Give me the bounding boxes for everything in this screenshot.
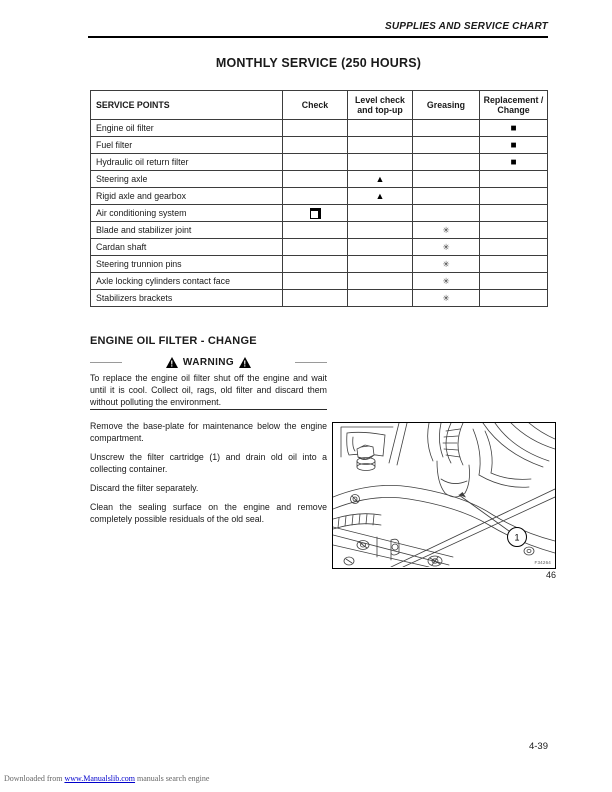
table-header-row <box>91 91 548 120</box>
service-point-label: Air conditioning system <box>91 205 283 222</box>
running-header: SUPPLIES AND SERVICE CHART <box>384 21 548 32</box>
replacement-symbol: ■ <box>510 156 517 168</box>
greasing-symbol: ✳ <box>442 225 450 235</box>
table-cell-replacement <box>480 205 548 222</box>
service-point-label: Axle locking cylinders contact face <box>91 273 283 290</box>
table-cell-greasing <box>413 120 480 137</box>
table-cell-check <box>283 137 348 154</box>
page-title: MONTHLY SERVICE (250 HOURS) <box>215 56 422 70</box>
table-cell-level <box>348 273 413 290</box>
table-row <box>91 205 548 222</box>
body-paragraphs <box>90 420 327 532</box>
table-cell-level <box>348 290 413 307</box>
column-header-replacement: Replacement / Change <box>480 91 548 120</box>
body-paragraph: Unscrew the filter cartridge (1) and drain old oil into a collecting container. <box>90 452 327 474</box>
figure-code: F34264 <box>534 560 551 565</box>
greasing-symbol: ✳ <box>442 259 450 269</box>
service-point-label: Blade and stabilizer joint <box>91 222 283 239</box>
table-cell-check <box>283 205 348 222</box>
svg-text:!: ! <box>243 358 247 368</box>
table-cell-check <box>283 239 348 256</box>
table-cell-greasing <box>413 205 480 222</box>
table-cell-greasing <box>413 273 480 290</box>
warning-text: To replace the engine oil filter shut off the engine and wait until it is cool. Collect oil, rags, old filter and discard them without polluting the environment. <box>90 373 327 407</box>
service-point-label: Hydraulic oil return filter <box>91 154 283 171</box>
column-header-check: Check <box>283 91 348 120</box>
table-cell-greasing <box>413 222 480 239</box>
warning-label: WARNING <box>182 357 235 368</box>
table-cell-greasing <box>413 171 480 188</box>
svg-text:!: ! <box>170 358 174 368</box>
warning-triangle-icon <box>166 357 178 368</box>
header-rule <box>88 36 548 38</box>
service-point-label: Cardan shaft <box>91 239 283 256</box>
warning-rule-left <box>90 362 122 363</box>
body-paragraph: Clean the sealing surface on the engine and remove completely possible residuals of the old seal. <box>90 502 327 524</box>
replacement-symbol: ■ <box>510 122 517 134</box>
table-cell-replacement <box>480 137 548 154</box>
manualslib-footer <box>4 774 209 783</box>
service-point-label: Rigid axle and gearbox <box>91 188 283 205</box>
section-heading: ENGINE OIL FILTER - CHANGE <box>90 335 257 347</box>
greasing-symbol: ✳ <box>442 293 450 303</box>
table-row <box>91 256 548 273</box>
footer-suffix: manuals search engine <box>137 774 210 783</box>
column-header-service-points: SERVICE POINTS <box>91 91 283 120</box>
table-cell-check <box>283 222 348 239</box>
level-check-symbol: ▲ <box>375 191 385 201</box>
table-cell-level <box>348 137 413 154</box>
footer-prefix: Downloaded from <box>4 774 63 783</box>
table-cell-level <box>348 188 413 205</box>
table-row <box>91 273 548 290</box>
body-paragraph: Remove the base-plate for maintenance below the engine compartment. <box>90 421 327 443</box>
table-row <box>91 154 548 171</box>
table-cell-replacement <box>480 188 548 205</box>
page-number: 4-39 <box>528 741 548 752</box>
service-point-label: Fuel filter <box>91 137 283 154</box>
table-cell-check <box>283 188 348 205</box>
table-cell-check <box>283 273 348 290</box>
figure-oil-filter <box>332 422 556 569</box>
warning-triangle-icon <box>239 357 251 368</box>
table-cell-level <box>348 171 413 188</box>
callout-1-label: 1 <box>514 532 520 543</box>
table-cell-level <box>348 154 413 171</box>
table-cell-level <box>348 222 413 239</box>
service-table-body <box>91 120 548 307</box>
table-cell-check <box>283 120 348 137</box>
table-cell-greasing <box>413 137 480 154</box>
table-cell-replacement <box>480 120 548 137</box>
table-row <box>91 290 548 307</box>
service-point-label: Steering axle <box>91 171 283 188</box>
column-header-level-check: Level check and top-up <box>348 91 413 120</box>
warning-rule-right <box>295 362 327 363</box>
table-row <box>91 120 548 137</box>
level-check-symbol: ▲ <box>375 174 385 184</box>
column-header-greasing: Greasing <box>413 91 480 120</box>
warning-end-rule <box>90 409 327 410</box>
table-cell-check <box>283 171 348 188</box>
table-row <box>91 137 548 154</box>
table-cell-level <box>348 256 413 273</box>
table-cell-replacement <box>480 222 548 239</box>
check-symbol <box>310 208 321 219</box>
table-row <box>91 222 548 239</box>
greasing-symbol: ✳ <box>442 242 450 252</box>
body-paragraph: Discard the filter separately. <box>90 483 199 493</box>
table-cell-level <box>348 205 413 222</box>
replacement-symbol: ■ <box>510 139 517 151</box>
table-cell-replacement <box>480 154 548 171</box>
table-cell-check <box>283 256 348 273</box>
table-cell-replacement <box>480 239 548 256</box>
service-point-label: Engine oil filter <box>91 120 283 137</box>
table-cell-level <box>348 239 413 256</box>
table-cell-replacement <box>480 256 548 273</box>
table-cell-replacement <box>480 290 548 307</box>
table-row <box>91 188 548 205</box>
table-cell-greasing <box>413 154 480 171</box>
warning-title-row <box>90 357 327 368</box>
table-row <box>91 239 548 256</box>
table-cell-level <box>348 120 413 137</box>
table-row <box>91 171 548 188</box>
service-point-label: Steering trunnion pins <box>91 256 283 273</box>
service-table <box>90 90 548 307</box>
table-cell-check <box>283 290 348 307</box>
manualslib-link[interactable]: www.Manualslib.com <box>64 774 136 783</box>
table-cell-check <box>283 154 348 171</box>
greasing-symbol: ✳ <box>442 276 450 286</box>
service-point-label: Stabilizers brackets <box>91 290 283 307</box>
table-cell-replacement <box>480 273 548 290</box>
warning-block <box>90 357 327 410</box>
figure-page-ref: 46 <box>545 570 556 580</box>
engine-compartment-drawing <box>333 423 555 567</box>
table-cell-greasing <box>413 256 480 273</box>
table-cell-replacement <box>480 171 548 188</box>
table-cell-greasing <box>413 188 480 205</box>
table-cell-greasing <box>413 290 480 307</box>
table-cell-greasing <box>413 239 480 256</box>
